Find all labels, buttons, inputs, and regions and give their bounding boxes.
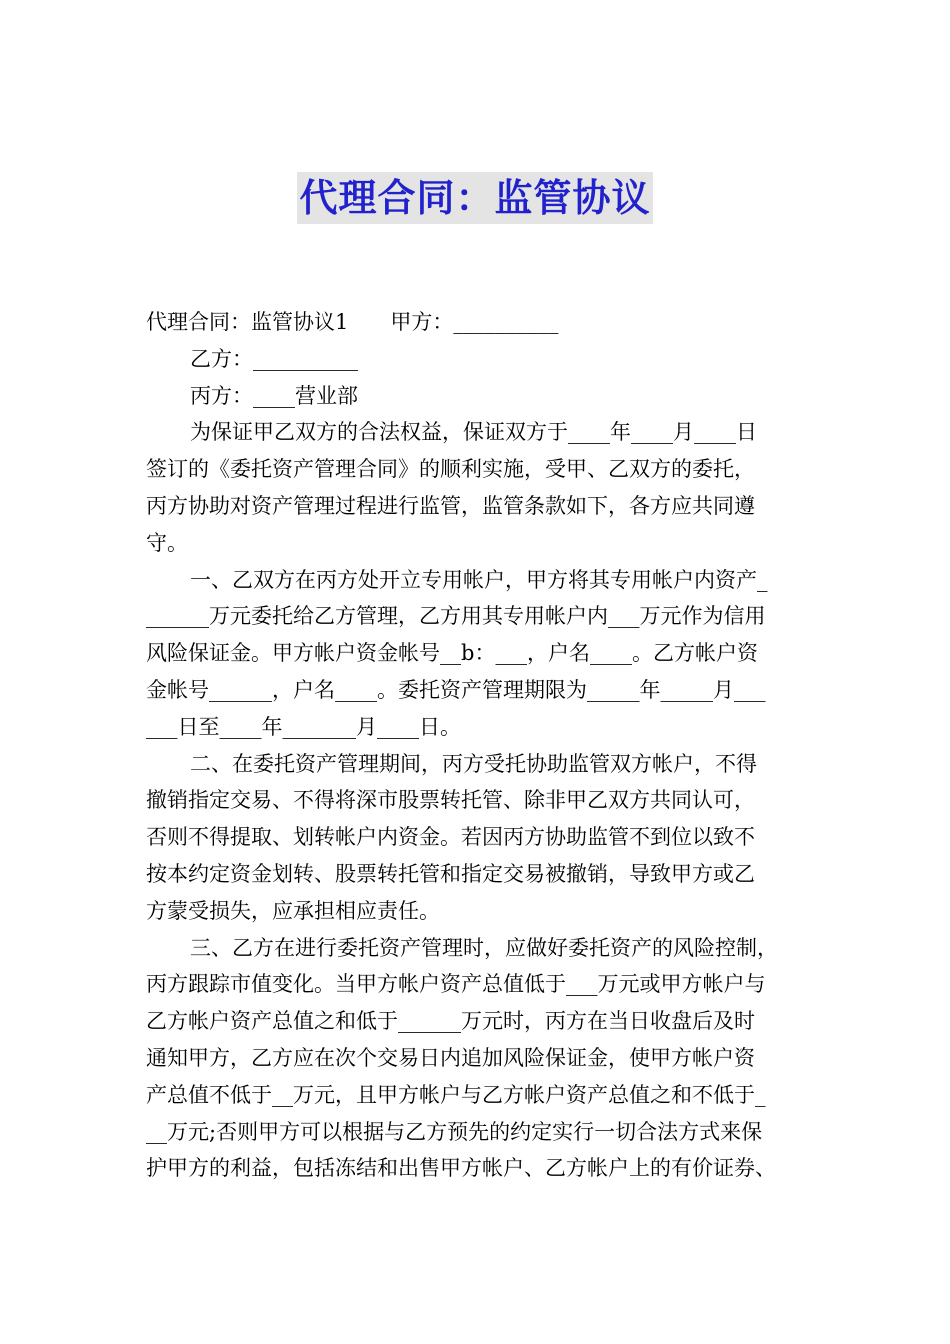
clause-2-line: 否则不得提取、划转帐户内资金。若因丙方协助监管不到位以致不: [146, 825, 755, 850]
paragraph-line: 签订的《委托资产管理合同》的顺利实施，受甲、乙双方的委托，: [146, 457, 755, 482]
clause-3-line: 乙方帐户资产总值之和低于______万元时，丙方在当日收盘后及时: [146, 1009, 755, 1034]
party-b-line: 乙方：__________: [190, 346, 358, 371]
party-c-line: 丙方：____营业部: [190, 383, 358, 408]
clause-2-line: 撤销指定交易、不得将深市股票转托管、除非甲乙双方共同认可，: [146, 788, 755, 813]
clause-3-line: 丙方跟踪市值变化。当甲方帐户资产总值低于___万元或甲方帐户与: [146, 972, 766, 997]
party-a-line: 代理合同：监管协议1 甲方：__________: [146, 310, 559, 334]
clause-1-line: 一、乙双方在丙方处开立专用帐户，甲方将其专用帐户内资产_: [190, 567, 768, 592]
clause-1-line: ___日至____年_______月____日。: [146, 714, 461, 739]
clause-3-line: 通知甲方，乙方应在次个交易日内追加风险保证金，使甲方帐户资: [146, 1045, 755, 1070]
document-title: 代理合同：监管协议: [297, 172, 652, 224]
paragraph-line: 为保证甲乙双方的合法权益，保证双方于____年____月____日: [190, 420, 757, 445]
clause-3-line: 三、乙方在进行委托资产管理时，应做好委托资产的风险控制，: [190, 935, 778, 960]
document-body: [146, 304, 814, 1187]
clause-1-line: 风险保证金。甲方帐户资金帐号__b：___，户名____。乙方帐户资: [146, 641, 758, 666]
clause-1-line: ______万元委托给乙方管理，乙方用其专用帐户内___万元作为信用: [146, 604, 766, 629]
clause-3-line: __万元;否则甲方可以根据与乙方预先的约定实行一切合法方式来保: [146, 1119, 763, 1144]
clause-2-line: 按本约定资金划转、股票转托管和指定交易被撤销，导致甲方或乙: [146, 861, 755, 886]
clause-2-line: 二、在委托资产管理期间，丙方受托协助监管双方帐户，不得: [190, 751, 757, 776]
clause-2-line: 方蒙受损失，应承担相应责任。: [146, 898, 440, 923]
paragraph-line: 丙方协助对资产管理过程进行监管，监管条款如下，各方应共同遵: [146, 493, 755, 518]
clause-3-line: 产总值不低于__万元，且甲方帐户与乙方帐户资产总值之和不低于_: [146, 1082, 766, 1107]
clause-1-line: 金帐号______，户名____。委托资产管理期限为_____年_____月___: [146, 677, 766, 702]
title-container: [0, 172, 950, 224]
clause-3-line: 护甲方的利益，包括冻结和出售甲方帐户、乙方帐户上的有价证券、: [146, 1156, 776, 1181]
paragraph-line: 守。: [146, 530, 188, 555]
